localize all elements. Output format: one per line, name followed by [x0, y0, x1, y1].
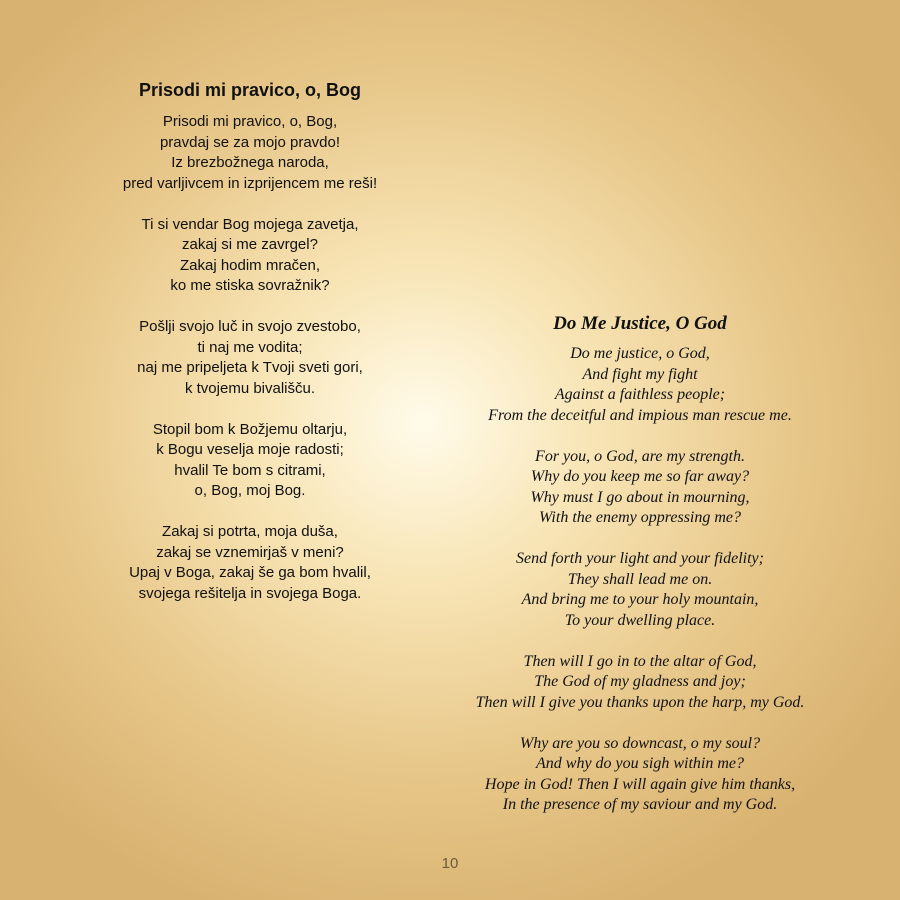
- verse-line: zakaj si me zavrgel?: [182, 236, 318, 253]
- verse-line: hvalil Te bom s citrami,: [174, 461, 326, 479]
- stanza: [95, 215, 405, 297]
- stanza: [95, 522, 405, 604]
- verse-line: Why do you keep me so far away?: [530, 468, 750, 485]
- slovenian-title: Prisodi mi pravico, o, Bog: [138, 80, 362, 100]
- verse-line: pred varljivcem in izprijencem me reši!: [122, 174, 378, 192]
- verse-line: Why are you so downcast, o my soul?: [519, 734, 761, 752]
- verse-line: Zakaj hodim mračen,: [179, 256, 321, 274]
- english-hymn: [455, 311, 825, 836]
- verse-line: ko me stiska sovražnik?: [170, 277, 330, 294]
- verse-line: With the enemy oppressing me?: [538, 509, 742, 526]
- verse-line: And fight my fight: [582, 365, 698, 383]
- verse-line: In the presence of my saviour and my God.: [502, 796, 778, 813]
- stanza: [455, 447, 825, 529]
- verse-line: Send forth your light and your fidelity;: [516, 550, 764, 567]
- verse-line: Then will I go in to the altar of God,: [523, 652, 757, 670]
- verse-line: Iz brezbožnega naroda,: [171, 154, 329, 171]
- stanza: [95, 112, 405, 194]
- verse-line: Stopil bom k Božjemu oltarju,: [152, 420, 348, 438]
- verse-line: Do me justice, o God,: [570, 345, 710, 362]
- verse-line: Why must I go about in mourning,: [530, 488, 750, 506]
- verse-line: k tvojemu bivališču.: [184, 379, 316, 397]
- verse-line: From the deceitful and impious man rescue me.: [488, 406, 792, 424]
- stanza: [455, 549, 825, 631]
- verse-line: Upaj v Boga, zakaj še ga bom hvalil,: [129, 564, 371, 581]
- verse-line: The God of my gladness and joy;: [534, 673, 746, 690]
- stanza: [95, 420, 405, 502]
- stanza: [95, 317, 405, 399]
- verse-line: o, Bog, moj Bog.: [194, 482, 306, 499]
- verse-line: And why do you sigh within me?: [536, 755, 744, 772]
- verse-line: Pošlji svojo luč in svojo zvestobo,: [139, 318, 361, 335]
- verse-line: svojega rešitelja in svojega Boga.: [138, 584, 362, 602]
- verse-line: For you, o God, are my strength.: [535, 447, 745, 465]
- stanza: [455, 344, 825, 426]
- verse-line: They shall lead me on.: [567, 570, 713, 588]
- verse-line: ti naj me vodita;: [197, 338, 303, 356]
- page-number: 10: [441, 855, 459, 872]
- verse-line: zakaj se vznemirjaš v meni?: [156, 543, 344, 561]
- verse-line: k Bogu veselja moje radosti;: [156, 441, 344, 458]
- stanza: [455, 734, 825, 816]
- slovenian-hymn: [95, 78, 405, 625]
- verse-line: Zakaj si potrta, moja duša,: [162, 523, 338, 540]
- verse-line: To your dwelling place.: [564, 611, 716, 629]
- verse-line: Hope in God! Then I will again give him thanks,: [484, 775, 796, 793]
- verse-line: Then will I give you thanks upon the harp, my God.: [475, 693, 805, 711]
- slovenian-stanzas: [95, 112, 405, 604]
- verse-line: pravdaj se za mojo pravdo!: [159, 133, 341, 151]
- english-title: Do Me Justice, O God: [553, 313, 727, 334]
- verse-line: Against a faithless people;: [554, 386, 726, 403]
- verse-line: Prisodi mi pravico, o, Bog,: [162, 113, 338, 130]
- stanza: [455, 652, 825, 714]
- verse-line: naj me pripeljeta k Tvoji sveti gori,: [137, 359, 363, 376]
- verse-line: And bring me to your holy mountain,: [521, 591, 759, 608]
- english-stanzas: [455, 344, 825, 816]
- verse-line: Ti si vendar Bog mojega zavetja,: [141, 215, 359, 233]
